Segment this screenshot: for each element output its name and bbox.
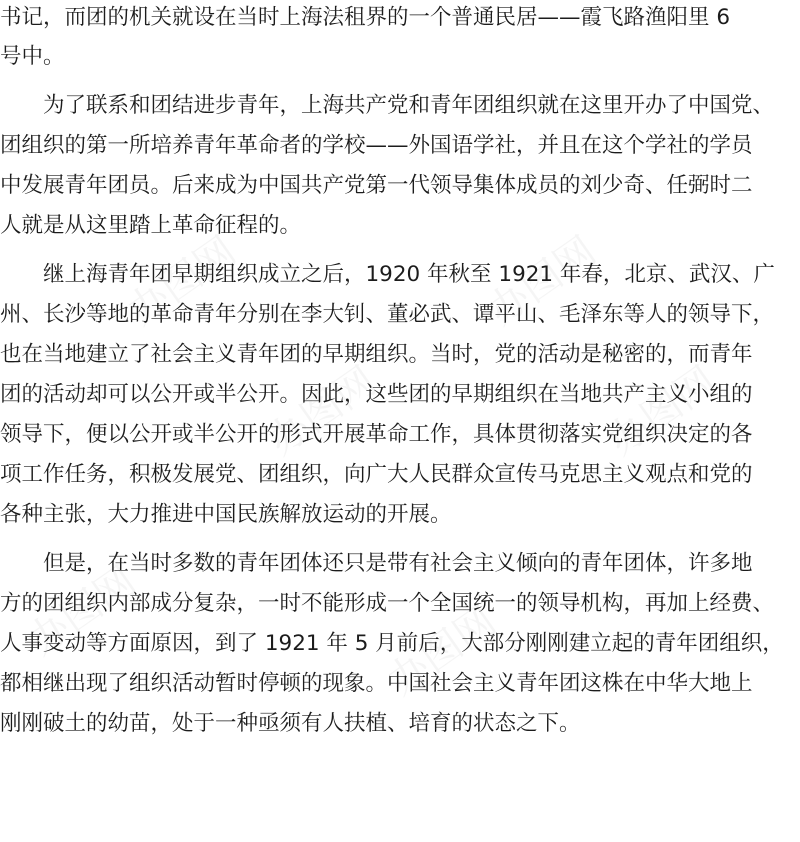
text-line: 团的活动却可以公开或半公开。因此，这些团的早期组织在当地共产主义小组的 (0, 382, 753, 407)
text-line: 项工作任务，积极发展党、团组织，向广大人民群众宣传马克思主义观点和党的 (0, 462, 753, 487)
text-line: 方的团组织内部成分复杂，一时不能形成一个全国统一的领导机构，再加上经费、 (0, 591, 775, 616)
text-line: 领导下，便以公开或半公开的形式开展革命工作，具体贯彻落实党组织决定的各 (0, 422, 753, 447)
text-line: 刚刚破土的幼苗，处于一种亟须有人扶植、培育的状态之下。 (0, 711, 581, 736)
text-line: 州、长沙等地的革命青年分别在李大钊、董必武、谭平山、毛泽东等人的领导下， (0, 302, 775, 327)
text-line: 人事变动等方面原因，到了 1921 年 5 月前后，大部分刚刚建立起的青年团组织， (0, 631, 784, 656)
text-line: 为了联系和团结进步青年，上海共产党和青年团组织就在这里开办了中国党、 (0, 93, 775, 118)
text-line: 人就是从这里踏上革命征程的。 (0, 213, 302, 238)
watermark: 办图网 (19, 558, 145, 665)
text-line: 各种主张，大力推进中国民族解放运动的开展。 (0, 502, 452, 527)
watermark: 办图网 (379, 598, 505, 705)
text-line: 但是，在当时多数的青年团体还只是带有社会主义倾向的青年团体，许多地 (0, 551, 753, 576)
text-line: 书记，而团的机关就设在当时上海法租界的一个普通民居——霞飞路渔阳里 6 (0, 5, 731, 30)
watermark: 办图网 (259, 358, 385, 465)
text-line: 也在当地建立了社会主义青年团的早期组织。当时，党的活动是秘密的，而青年 (0, 342, 753, 367)
text-line: 团组织的第一所培养青年革命者的学校——外国语学社，并且在这个学社的学员 (0, 133, 753, 158)
text-line: 号中。 (0, 44, 65, 69)
text-line: 继上海青年团早期组织成立之后，1920 年秋至 1921 年春，北京、武汉、广 (0, 262, 775, 287)
watermark: 办图网 (479, 228, 605, 335)
text-line: 都相继出现了组织活动暂时停顿的现象。中国社会主义青年团这株在中华大地上 (0, 671, 753, 696)
watermark: 办图网 (119, 228, 245, 335)
watermark: 办图网 (599, 358, 725, 465)
text-line: 中发展青年团员。后来成为中国共产党第一代领导集体成员的刘少奇、任弼时二 (0, 173, 753, 198)
